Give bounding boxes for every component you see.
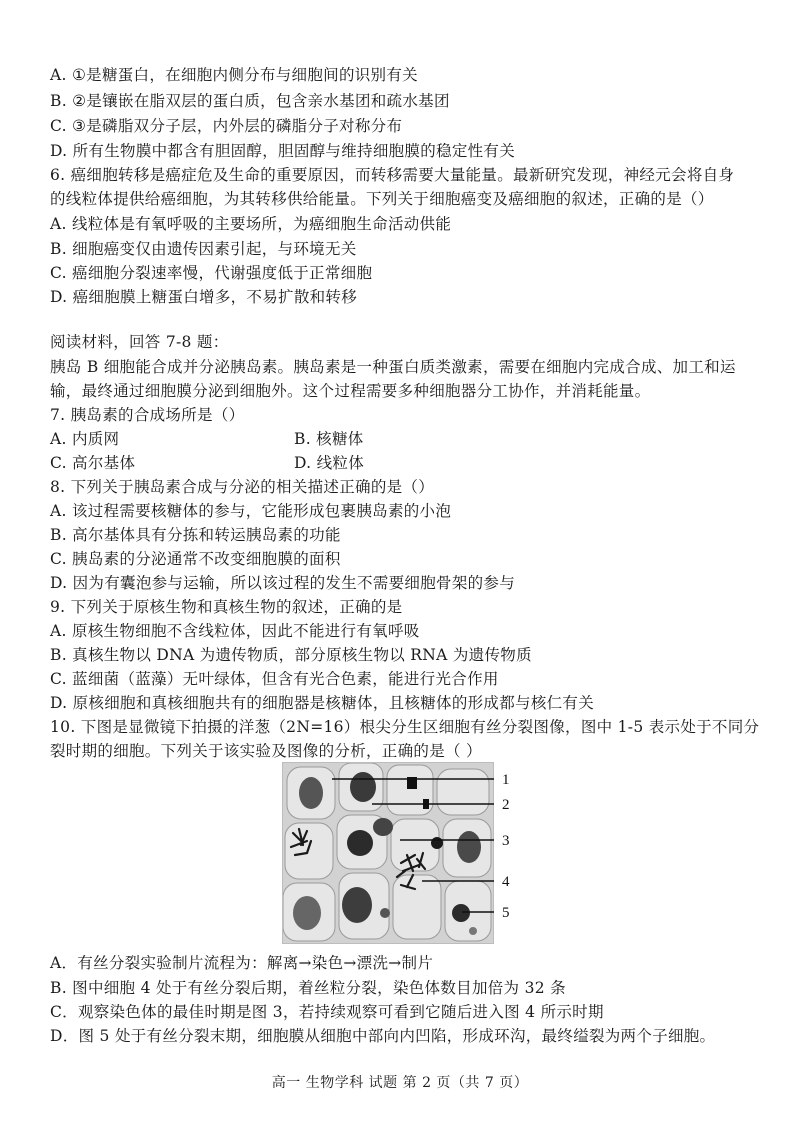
reading-intro: 阅读材料，回答 7-8 题： (50, 333, 229, 351)
q5-option-c: C. ③是磷脂双分子层，内外层的磷脂分子对称分布 (50, 117, 403, 135)
reading-text-line2: 输，最终通过细胞膜分泌到细胞外。这个过程需要多种细胞器分工协作，并消耗能量。 (50, 382, 651, 400)
q7-option-d: D. 线粒体 (294, 454, 365, 472)
q6-option-b: B. 细胞癌变仅由遗传因素引起，与环境无关 (50, 240, 357, 258)
q8-option-a: A. 该过程需要核糖体的参与，它能形成包裹胰岛素的小泡 (50, 502, 452, 520)
q8-option-c: C. 胰岛素的分泌通常不改变细胞膜的面积 (50, 550, 341, 568)
q7-option-a: A. 内质网 (50, 430, 120, 448)
q5-option-a: A. ①是糖蛋白，在细胞内侧分布与细胞间的识别有关 (50, 66, 418, 84)
q8-stem: 8. 下列关于胰岛素合成与分泌的相关描述正确的是（） (50, 478, 435, 496)
q9-option-a: A. 原核生物细胞不含线粒体，因此不能进行有氧呼吸 (50, 622, 420, 640)
callout-lines (282, 762, 542, 942)
q7-option-c: C. 高尔基体 (50, 454, 136, 472)
micrograph-callouts (282, 762, 542, 942)
q9-stem: 9. 下列关于原核生物和真核生物的叙述，正确的是 (50, 598, 403, 616)
callout-label-1: 1 (502, 772, 510, 788)
q9-option-d: D. 原核细胞和真核细胞共有的细胞器是核糖体，且核糖体的形成都与核仁有关 (50, 694, 595, 712)
q5-option-b: B. ②是镶嵌在脂双层的蛋白质，包含亲水基团和疏水基团 (50, 92, 450, 110)
q7-option-b: B. 核糖体 (294, 430, 364, 448)
q6-option-c: C. 癌细胞分裂速率慢，代谢强度低于正常细胞 (50, 264, 373, 282)
q7-stem: 7. 胰岛素的合成场所是（） (50, 406, 245, 424)
callout-label-4: 4 (502, 874, 510, 890)
q6-stem-line1: 6. 癌细胞转移是癌症危及生命的重要原因，而转移需要大量能量。最新研究发现，神经元会将自身 (50, 166, 735, 184)
q6-option-a: A. 线粒体是有氧呼吸的主要场所，为癌细胞生命活动供能 (50, 215, 452, 233)
q6-option-d: D. 癌细胞膜上糖蛋白增多，不易扩散和转移 (50, 288, 358, 306)
q10-option-c: C．观察染色体的最佳时期是图 3，若持续观察可看到它随后进入图 4 所示时期 (50, 1003, 604, 1021)
q10-stem-line1: 10. 下图是显微镜下拍摄的洋葱（2N=16）根尖分生区细胞有丝分裂图像，图中 1-5 表示处于不同分 (50, 718, 760, 736)
q10-stem-line2: 裂时期的细胞。下列关于该实验及图像的分析，正确的是（ ） (50, 742, 482, 760)
callout-label-3: 3 (502, 833, 510, 849)
q8-option-d: D. 因为有囊泡参与运输，所以该过程的发生不需要细胞骨架的参与 (50, 574, 516, 592)
q7-options-row2 (50, 452, 760, 474)
q6-stem-line2: 的线粒体提供给癌细胞，为其转移供给能量。下列关于细胞癌变及癌细胞的叙述，正确的是（） (50, 190, 714, 208)
reading-text-line1: 胰岛 B 细胞能合成并分泌胰岛素。胰岛素是一种蛋白质类激素，需要在细胞内完成合成、加工和运 (50, 358, 736, 376)
q8-option-b: B. 高尔基体具有分拣和转运胰岛素的功能 (50, 526, 341, 544)
q9-option-b: B. 真核生物以 DNA 为遗传物质，部分原核生物以 RNA 为遗传物质 (50, 646, 532, 664)
q10-option-d: D．图 5 处于有丝分裂末期，细胞膜从细胞中部向内凹陷，形成环沟，最终缢裂为两个子细胞。 (50, 1027, 716, 1045)
callout-label-5: 5 (502, 905, 510, 921)
callout-label-2: 2 (502, 797, 510, 813)
q10-option-b: B. 图中细胞 4 处于有丝分裂后期，着丝粒分裂，染色体数目加倍为 32 条 (50, 979, 566, 997)
q10-option-a: A．有丝分裂实验制片流程为：解离→染色→漂洗→制片 (50, 954, 434, 972)
q7-options-row1 (50, 428, 760, 450)
q5-option-d: D. 所有生物膜中都含有胆固醇，胆固醇与维持细胞膜的稳定性有关 (50, 142, 516, 160)
page-footer: 高一 生物学科 试题 第 2 页（共 7 页） (271, 1075, 529, 1091)
q9-option-c: C. 蓝细菌（蓝藻）无叶绿体，但含有光合色素，能进行光合作用 (50, 670, 499, 688)
